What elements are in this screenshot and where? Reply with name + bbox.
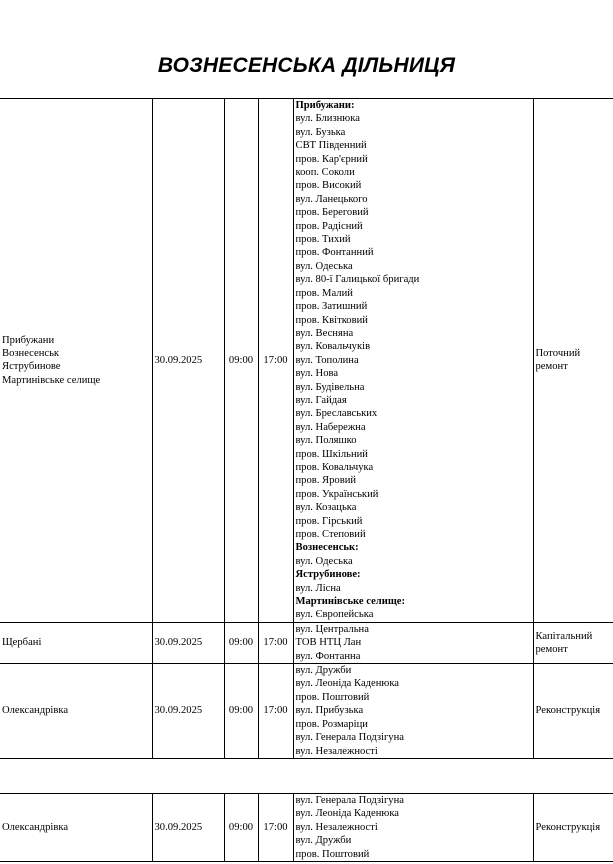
street-name: СВТ Південний [295,140,367,152]
settlement-name: Вознесенськ [2,348,60,360]
street-name: пров. Поштовий [295,691,370,703]
street-name: вул. Козацька [295,502,357,514]
street-name: пров. Степовий [295,529,366,540]
work-type: Поточний [535,348,581,360]
settlements-cell [0,622,152,663]
settlement-name: Мартинівське селище [2,374,101,386]
table-row [0,794,613,862]
street-name: пров. Малий [295,287,353,299]
work-type: ремонт [535,361,568,373]
street-name: пров. Шкільний [295,448,368,460]
table-row [0,622,613,663]
street-name: вул. Набережна [295,421,366,433]
work-type: Реконструкція [535,705,601,717]
date-value: 30.09.2025 [154,354,203,366]
work-type-cell [533,622,613,663]
date-value: 30.09.2025 [154,821,203,833]
street-name: вул. Центральна [295,623,369,635]
street-name: вул. Леоніда Каденюка [295,678,400,690]
settlement-heading: Мартинівське селище: [295,596,406,608]
street-name: вул. Лісна [295,582,341,594]
street-name: вул. Генерала Подзігуна [295,795,404,806]
street-name: кооп. Соколи [295,167,355,179]
start-time-cell [224,794,258,862]
street-name: пров. Розмарiци [295,718,368,730]
end-time: 17:00 [263,821,288,833]
settlement-name: Яструбинове [2,361,61,373]
start-time-cell [224,99,258,623]
street-name: вул. Поляшко [295,435,357,447]
street-name: вул. Ковальчуків [295,341,371,353]
street-name: вул. Прибузька [295,705,364,717]
street-name: вул. Бреславських [295,408,378,420]
end-time: 17:00 [263,705,288,717]
start-time-cell [224,622,258,663]
street-name: вул. Дружби [295,665,352,677]
date-cell [152,664,224,759]
street-name: вул. Нова [295,368,339,380]
street-name: пров. Високий [295,180,362,192]
schedule-table-continuation [0,793,613,862]
date-cell [152,622,224,663]
end-time-cell [258,622,293,663]
settlement-name: Олександрівка [2,705,69,717]
street-name: ТОВ НТЦ Лан [295,637,362,649]
street-name: пров. Кар'єрний [295,153,368,165]
date-value: 30.09.2025 [154,705,203,717]
street-name: вул. Фонтанна [295,650,361,662]
date-value: 30.09.2025 [154,637,203,649]
settlement-name: Прибужани [2,334,55,346]
street-name: пров. Поштовий [295,848,370,860]
street-name: пров. Радісний [295,220,363,232]
street-name: вул. Гайдая [295,394,347,406]
start-time: 09:00 [228,705,254,717]
table-row [0,664,613,759]
street-name: пров. Квітковий [295,314,368,326]
work-type-cell [533,99,613,623]
start-time: 09:00 [228,637,254,649]
date-cell [152,794,224,862]
schedule-table [0,98,613,759]
settlement-heading: Яструбинове: [295,569,361,581]
work-type-cell [533,794,613,862]
settlement-name: Олександрівка [2,821,69,833]
street-name: пров. Яровий [295,475,357,487]
settlement-name: Щербані [2,637,42,649]
settlements-cell [0,664,152,759]
street-name: вул. Одеська [295,555,353,567]
street-name: пров. Тихий [295,234,351,246]
work-type: Реконструкція [535,821,601,833]
page-title: ВОЗНЕСЕНСЬКА ДІЛЬНИЦЯ [157,54,456,77]
street-name: вул. Близнюка [295,113,360,125]
street-name: вул. Весняна [295,327,354,339]
end-time-cell [258,99,293,623]
addresses-cell [293,664,533,759]
end-time: 17:00 [263,637,288,649]
date-cell [152,99,224,623]
work-type: Капітальний [535,630,593,642]
street-name: вул. Ланецького [295,193,368,205]
work-type-cell [533,664,613,759]
start-time: 09:00 [228,354,254,366]
addresses-cell [293,622,533,663]
street-name: пров. Береговий [295,207,369,219]
street-name: вул. Тополина [295,354,359,366]
settlement-heading: Вознесенськ: [295,542,359,554]
street-name: вул. Будівельна [295,381,365,393]
street-name: вул. Бузька [295,126,346,138]
end-time-cell [258,664,293,759]
work-type: ремонт [535,643,568,655]
street-name: вул. Незалежності [295,745,378,757]
settlements-cell [0,99,152,623]
end-time-cell [258,794,293,862]
street-name: вул. Європейська [295,609,374,621]
street-name: вул. Леоніда Каденюка [295,808,400,820]
start-time-cell [224,664,258,759]
settlements-cell [0,794,152,862]
addresses-cell [293,794,533,862]
street-name: пров. Гірський [295,515,363,527]
street-name: пров. Український [295,488,379,500]
street-name: вул. Одеська [295,260,353,272]
end-time: 17:00 [263,354,288,366]
street-name: пров. Ковальчука [295,461,374,473]
addresses-cell [293,99,533,623]
street-name: вул. Генерала Подзігуна [295,732,404,744]
street-name: вул. 80-ї Галицької бригади [295,274,420,286]
table-row [0,99,613,623]
street-name: вул. Незалежності [295,821,378,833]
street-name: пров. Затишний [295,301,368,313]
start-time: 09:00 [228,821,254,833]
street-name: вул. Дружби [295,835,352,847]
settlement-heading: Прибужани: [295,100,355,111]
street-name: пров. Фонтанний [295,247,374,259]
